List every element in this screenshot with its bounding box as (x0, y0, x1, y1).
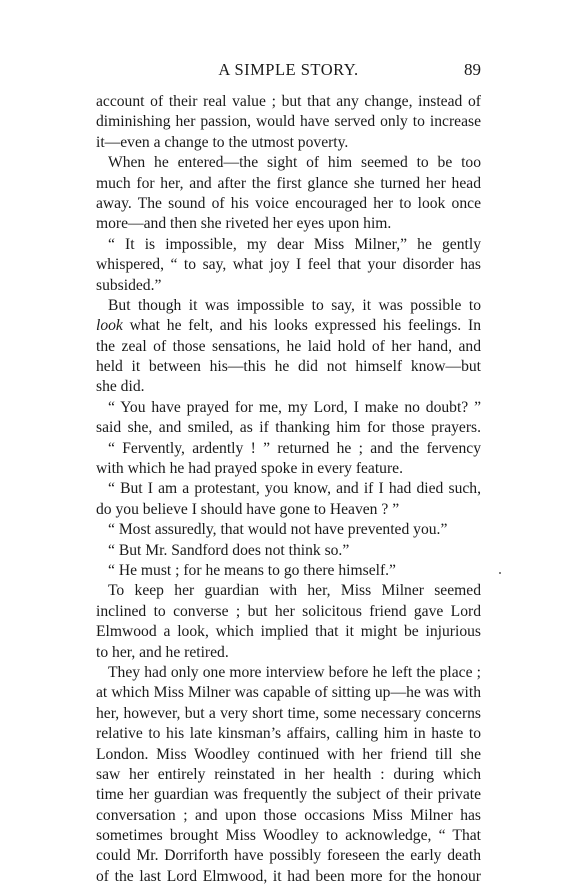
text-line: “ Fervently, ardently ! ” returned he ; and the fervency (108, 439, 481, 457)
text-line: Elmwood a look, which implied that it might be injurious (96, 623, 481, 641)
text-line: subsided.” (96, 276, 162, 294)
text-line: “ But Mr. Sandford does not think so.” (108, 541, 350, 559)
running-head (96, 60, 481, 82)
text-line: whispered, “ to say, what joy I feel that your disorder has (96, 256, 481, 274)
text-line: more—and then she riveted her eyes upon him. (96, 215, 392, 233)
text-line: saw her entirely reinstated in her health : during which (96, 765, 481, 783)
text-line: When he entered—the sight of him seemed to be too (108, 154, 481, 172)
text-line: the zeal of those sensations, he laid hold of her hand, and (96, 337, 481, 355)
ink-speck (499, 572, 501, 574)
text-line: at which Miss Milner was capable of sitting up—he was with (96, 684, 481, 702)
text-line: it—even a change to the utmost poverty. (96, 133, 349, 151)
body-text (96, 92, 481, 887)
text-line: relative to his late kinsman’s affairs, calling him in haste to (96, 725, 481, 743)
text-line: sometimes brought Miss Woodley to acknowledge, “ That (96, 827, 481, 845)
text-line: her, however, but a very short time, some necessary concerns (96, 704, 481, 722)
text-line: account of their real value ; but that any change, instead of (96, 93, 481, 110)
text-line: much for her, and after the first glance she turned her head (96, 174, 481, 192)
page-number: 89 (464, 60, 481, 79)
text-line: could Mr. Dorriforth have possibly foreseen the early death (96, 847, 481, 865)
text-line: diminishing her passion, would have served only to increase (96, 113, 481, 131)
text-line: with which he had prayed spoke in every feature. (96, 460, 403, 478)
text-line: to her, and he retired. (96, 643, 229, 661)
text-line: said she, and smiled, as if thanking him for those prayers. (96, 419, 481, 437)
text-line: time her guardian was frequently the subject of their private (96, 786, 481, 804)
text-line: London. Miss Woodley continued with her friend till she (96, 745, 481, 763)
text-line: she did. (96, 378, 145, 396)
emphasis-look: look (96, 317, 123, 335)
text-line: conversation ; and upon those occasions Miss Milner has (96, 806, 481, 824)
text-line: held it between his—this he did not himself know—but (96, 358, 481, 376)
text-line: do you believe I should have gone to Heaven ? ” (96, 500, 400, 518)
text-line: “ But I am a protestant, you know, and if I had died such, (108, 480, 481, 498)
text-line: They had only one more interview before he left the place ; (108, 663, 481, 681)
text-line: “ It is impossible, my dear Miss Milner,” he gently (108, 235, 481, 253)
text-line: look what he felt, and his looks expressed his feelings. In (96, 317, 481, 335)
text-line: away. The sound of his voice encouraged her to look once (96, 194, 481, 212)
text-line: of the last Lord Elmwood, it had been more for the honour (96, 867, 481, 885)
text-line: “ You have prayed for me, my Lord, I make no doubt? ” (108, 398, 481, 416)
text-line: “ He must ; for he means to go there himself.” (108, 561, 396, 579)
text-line: To keep her guardian with her, Miss Milner seemed (108, 582, 481, 600)
text-line: But though it was impossible to say, it was possible to (108, 296, 481, 314)
text-line: inclined to converse ; but her solicitous friend gave Lord (96, 602, 481, 620)
text-line: “ Most assuredly, that would not have prevented you.” (108, 521, 448, 539)
running-title: A SIMPLE STORY. (218, 60, 359, 79)
